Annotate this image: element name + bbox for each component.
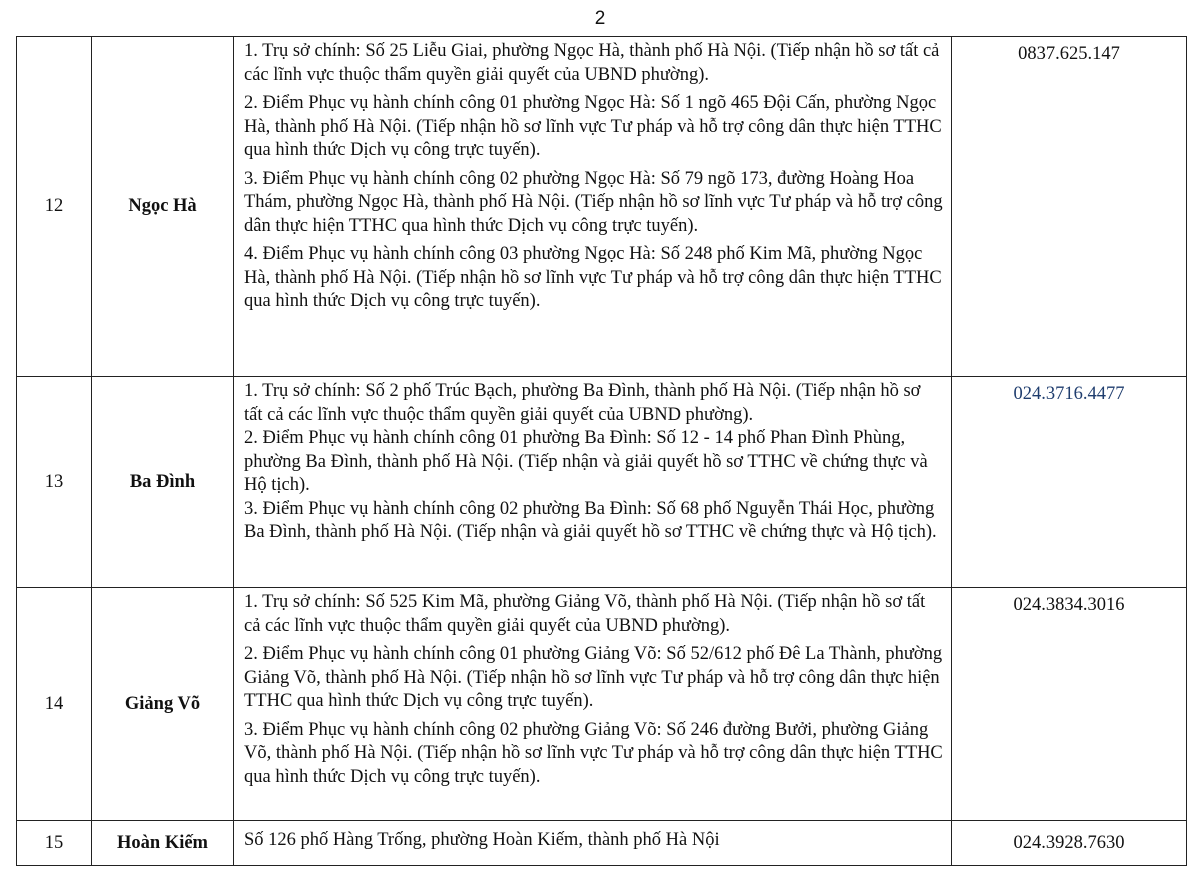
ward-name: Ngọc Hà	[92, 37, 234, 377]
address-entry: 3. Điểm Phục vụ hành chính công 02 phường Ba Đình: Số 68 phố Nguyễn Thái Học, phường Ba Đình, thành phố Hà Nội. (Tiếp nhận và giải quyết hồ sơ TTHC về chứng thực và Hộ tịch).	[244, 498, 937, 542]
ward-address-table	[16, 36, 1187, 866]
address-entry: 3. Điểm Phục vụ hành chính công 02 phường Giảng Võ: Số 246 đường Bưởi, phường Giảng Võ, thành phố Hà Nội. (Tiếp nhận hồ sơ lĩnh vực Tư pháp và hỗ trợ công dân thực hiện TTHC qua hình thức Dịch vụ công trực tuyến).	[244, 719, 943, 787]
address-entry: 4. Điểm Phục vụ hành chính công 03 phường Ngọc Hà: Số 248 phố Kim Mã, phường Ngọc Hà, thành phố Hà Nội. (Tiếp nhận hồ sơ lĩnh vực Tư pháp và hỗ trợ công dân thực hiện TTHC qua hình thức Dịch vụ công trực tuyến).	[244, 244, 942, 311]
row-number: 13	[17, 377, 92, 588]
ward-name: Giảng Võ	[92, 588, 234, 821]
address-entry: 1. Trụ sở chính: Số 25 Liễu Giai, phường Ngọc Hà, thành phố Hà Nội. (Tiếp nhận hồ sơ tất cả các lĩnh vực thuộc thẩm quyền giải quyết của UBND phường).	[244, 41, 940, 85]
address-cell	[234, 37, 952, 377]
page-number: 2	[594, 8, 606, 29]
phone-number: 024.3834.3016	[952, 588, 1187, 821]
address-entry: 2. Điểm Phục vụ hành chính công 01 phường Giảng Võ: Số 52/612 phố Đê La Thành, phường Giảng Võ, thành phố Hà Nội. (Tiếp nhận hồ sơ lĩnh vực Tư pháp và hỗ trợ công dân thực hiện TTHC qua hình thức Dịch vụ công trực tuyến).	[244, 644, 943, 711]
table-row-14	[17, 588, 1187, 821]
address-cell	[234, 588, 952, 821]
row-number: 15	[17, 821, 92, 866]
row-number: 12	[17, 37, 92, 377]
address-entry: 1. Trụ sở chính: Số 2 phố Trúc Bạch, phường Ba Đình, thành phố Hà Nội. (Tiếp nhận hồ sơ tất cả các lĩnh vực thuộc thẩm quyền giải quyết của UBND phường).	[244, 381, 921, 425]
address-entry: 3. Điểm Phục vụ hành chính công 02 phường Ngọc Hà: Số 79 ngõ 173, đường Hoàng Hoa Thám, phường Ngọc Hà, thành phố Hà Nội. (Tiếp nhận hồ sơ lĩnh vực Tư pháp và hỗ trợ công dân thực hiện TTHC qua hình thức Dịch vụ công trực tuyến).	[244, 168, 943, 236]
phone-number: 024.3716.4477	[952, 377, 1187, 588]
table-row-13	[17, 377, 1187, 588]
ward-name: Hoàn Kiếm	[92, 821, 234, 866]
address-entry: 1. Trụ sở chính: Số 525 Kim Mã, phường Giảng Võ, thành phố Hà Nội. (Tiếp nhận hồ sơ tất cả các lĩnh vực thuộc thẩm quyền giải quyết của UBND phường).	[244, 592, 926, 636]
table-row-15	[17, 821, 1187, 866]
phone-number: 024.3928.7630	[952, 821, 1187, 866]
phone-number: 0837.625.147	[952, 37, 1187, 377]
table-row-12	[17, 37, 1187, 377]
address-entry: 2. Điểm Phục vụ hành chính công 01 phường Ngọc Hà: Số 1 ngõ 465 Đội Cấn, phường Ngọc Hà, thành phố Hà Nội. (Tiếp nhận hồ sơ lĩnh vực Tư pháp và hỗ trợ công dân thực hiện TTHC qua hình thức Dịch vụ công trực tuyến).	[244, 93, 942, 160]
ward-name: Ba Đình	[92, 377, 234, 588]
address-cell	[234, 377, 952, 588]
address-entry: Số 126 phố Hàng Trống, phường Hoàn Kiếm, thành phố Hà Nội	[244, 830, 720, 850]
address-entry: 2. Điểm Phục vụ hành chính công 01 phường Ba Đình: Số 12 - 14 phố Phan Đình Phùng, phường Ba Đình, thành phố Hà Nội. (Tiếp nhận và giải quyết hồ sơ TTHC về chứng thực và Hộ tịch).	[244, 428, 928, 495]
address-cell	[234, 821, 952, 866]
row-number: 14	[17, 588, 92, 821]
